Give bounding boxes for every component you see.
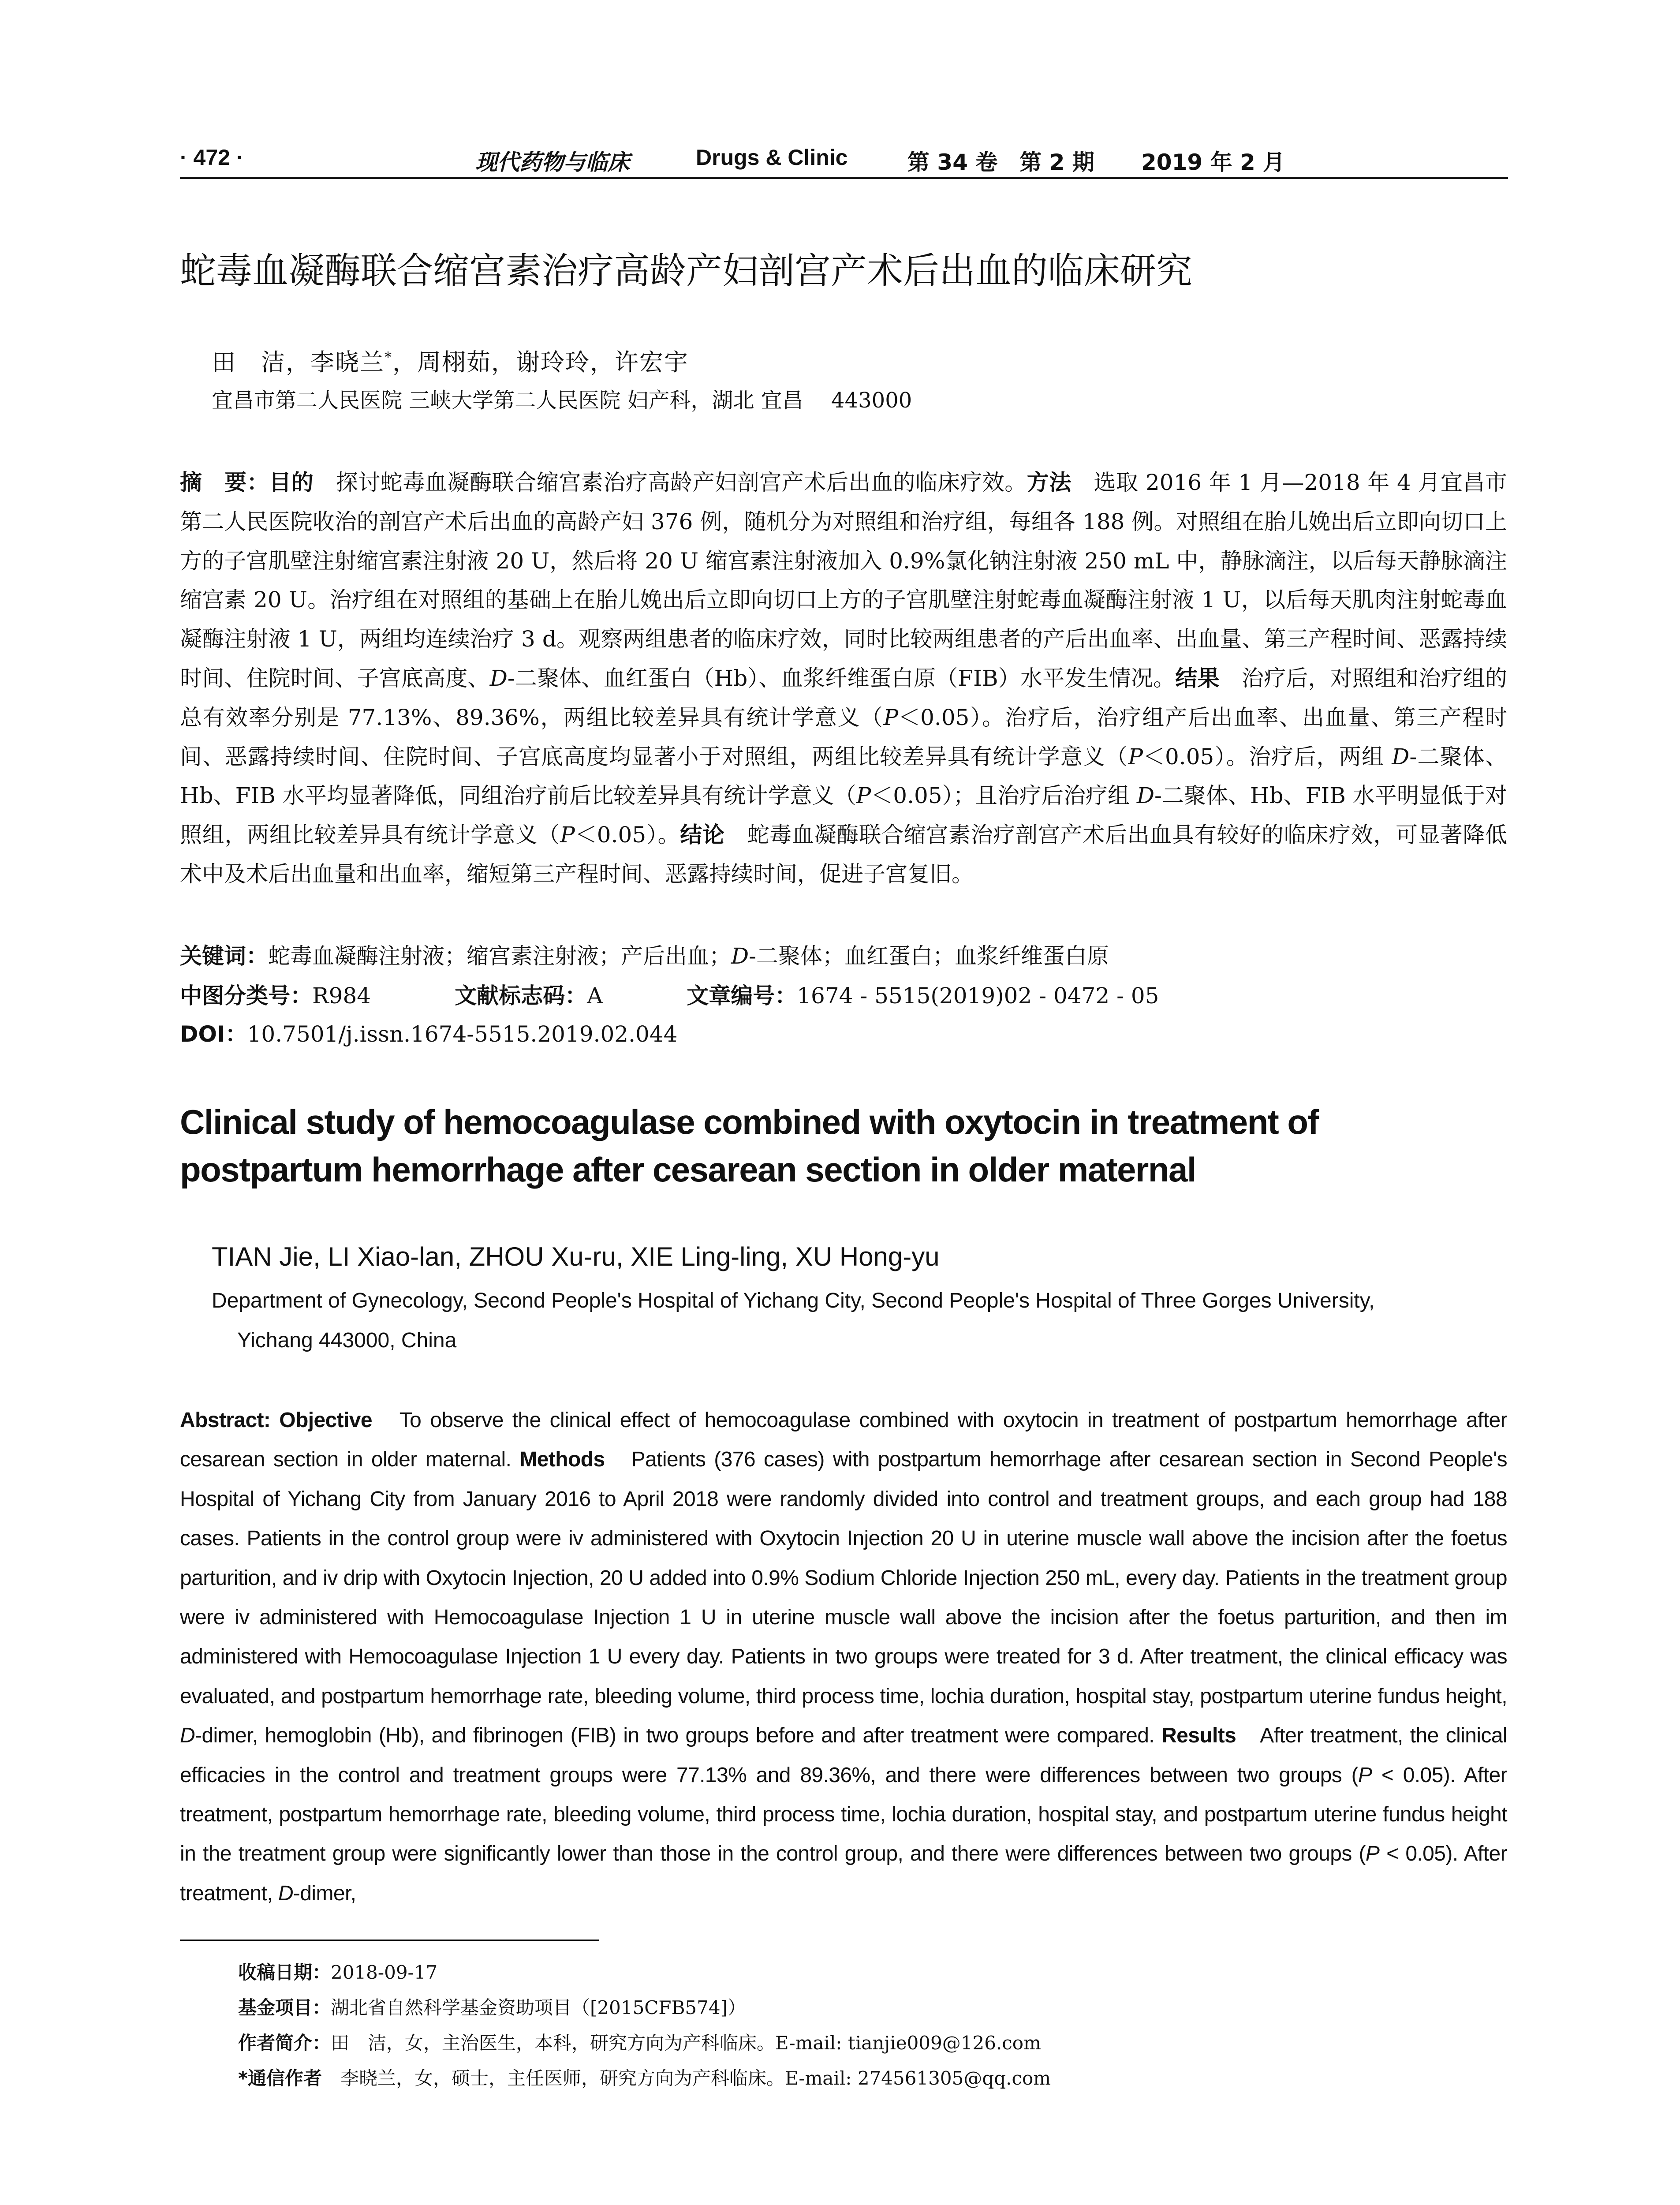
doi-value[interactable]: 10.7501/j.issn.1674-5515.2019.02.044 <box>247 1021 678 1047</box>
p-italic: P <box>856 783 871 809</box>
abstract-label-en: Abstract: Objective <box>180 1409 372 1432</box>
methods-text-en: Patients (376 cases) with postpartum hemorrhage after cesarean section in Second People's Hospital of Yichang City from January 2016 to April 2018 were randomly divided into control and treatment groups, and each group had 188 cases. Patients in the control group were iv administered with Oxytocin Injection 20 U in uterine muscle wall above the incision after the foetus parturition, and iv drip with Oxytocin Injection, 20 U added into 0.9% Sodium Chloride Injection 250 mL, every day. Patients in the treatment group were iv administered with Hemocoagulase Injection 1 U in uterine muscle wall above the incision after the foetus parturition, and then im administered with Hemocoagulase Injection 1 U every day. Patients in two groups were treated for 3 d. After treatment, the clinical efficacy was evaluated, and postpartum hemorrhage rate, bleeding volume, third process time, lochia duration, hospital stay, postpartum uterine fundus height, <box>180 1448 1507 1708</box>
bio-value: 田 洁，女，主治医生，本科，研究方向为产科临床。E-mail: tianjie009@126.com <box>331 2032 1041 2054</box>
methods-text-en-2: -dimer, hemoglobin (Hb), and fibrinogen (FIB) in two groups before and after treatment were compared. <box>195 1724 1162 1748</box>
received-value: 2018-09-17 <box>331 1962 438 1983</box>
article-title-cn: 蛇毒血凝酶联合缩宫素治疗高龄产妇剖宫产术后出血的临床研究 <box>180 250 1193 292</box>
bio-label: 作者简介： <box>238 2032 331 2054</box>
results-text-en: After treatment, the clinical efficacies in the control and treatment groups were 77.13% and 89.36%, and there were differences between two groups ( <box>180 1724 1508 1787</box>
article-no-value: 1674 - 5515(2019)02 - 0472 - 05 <box>797 983 1159 1009</box>
results-label-cn: 结果 <box>1175 665 1220 691</box>
d-dimer-italic: D <box>1136 783 1154 809</box>
results-text-cn-2: ＜0.05）。治疗后，治疗组产后出血率、出血量、第三产程时间、恶露持续时间、住院时间、子宫底高度均显著小于对照组，两组比较差异具有统计学意义（ <box>180 704 1508 770</box>
objective-text-en: To observe the clinical effect of hemocoagulase combined with oxytocin in treatment of postpartum hemorrhage after cesarean section in older maternal. <box>180 1409 1508 1472</box>
corresponding-label: *通信作者 <box>238 2067 322 2089</box>
issue-date: 2019 年 2 月 <box>1141 149 1285 175</box>
objective-label-cn: 目的 <box>269 470 314 495</box>
journal-name-en: Drugs & Clinic <box>696 145 848 170</box>
methods-label-en: Methods <box>519 1448 605 1472</box>
keywords-text-cn-2: -二聚体；血红蛋白；血浆纤维蛋白原 <box>749 943 1109 969</box>
results-text-cn-3: ＜0.05）。治疗后，两组 <box>1143 744 1392 770</box>
results-text-en-4: -dimer, <box>293 1881 356 1905</box>
p-italic: P <box>1365 1842 1380 1866</box>
fund-value: 湖北省自然科学基金资助项目（[2015CFB574]） <box>331 1997 746 2018</box>
results-label-en: Results <box>1161 1724 1236 1748</box>
results-text-en-3: < 0.05). After treatment, <box>180 1842 1507 1905</box>
page-number: · 472 · <box>180 145 244 170</box>
authors-cn-part2: ，周栩茹，谢玲玲，许宏宇 <box>392 348 689 376</box>
methods-text-cn: 选取 2016 年 1 月—2018 年 4 月宜昌市第二人民医院收治的剖宫产术后出血的高龄产妇 376 例，随机分为对照组和治疗组，每组各 188 例。对照组在胎儿娩出后立即向切口上方的子宫肌壁注射缩宫素注射液 20 U，然后将 20 U 缩宫素注射液加入 0.9%氯化钠注射液 250 mL 中，静脉滴注，以后每天静脉滴注缩宫素 20 U。治疗组在对照组的基础上在胎儿娩出后立即向切口上方的子宫肌壁注射蛇毒血凝酶注射液 1 U，以后每天肌肉注射蛇毒血凝酶注射液 1 U，两组均连续治疗 3 d。观察两组患者的临床疗效，同时比较两组患者的产后出血率、出血量、第三产程时间、恶露持续时间、住院时间、子宫底高度、 <box>180 470 1507 691</box>
methods-label-cn: 方法 <box>1027 470 1071 495</box>
affiliation-en-line2: Yichang 443000, China <box>237 1329 457 1352</box>
authors-en: TIAN Jie, LI Xiao-lan, ZHOU Xu-ru, XIE Ling-ling, XU Hong-yu <box>212 1242 940 1271</box>
footnote-rule <box>180 1940 599 1941</box>
footnote-corresponding <box>238 2063 1508 2094</box>
objective-text-cn: 探讨蛇毒血凝酶联合缩宫素治疗高龄产妇剖宫产术后出血的临床疗效。 <box>314 470 1027 495</box>
keywords-label-cn: 关键词： <box>180 943 268 969</box>
doc-code-value: A <box>587 983 603 1009</box>
methods-text-cn-2: -二聚体、血红蛋白（Hb）、血浆纤维蛋白原（FIB）水平发生情况。 <box>507 665 1176 691</box>
article-title-en: Clinical study of hemocoagulase combined with oxytocin in treatment of postpartum hemorrhage after cesarean section in older maternal <box>180 1102 1319 1189</box>
footnote-bio <box>238 2028 1508 2059</box>
results-text-cn-5: ＜0.05）；且治疗后治疗组 <box>871 783 1137 809</box>
journal-name-cn: 现代药物与临床 <box>475 149 630 175</box>
keywords-cn <box>180 938 1507 974</box>
results-text-cn: 治疗后，对照组和治疗组的总有效率分别是 77.13%、89.36%，两组比较差异具有统计学意义（ <box>180 665 1508 730</box>
affiliation-cn: 宜昌市第二人民医院 三峡大学第二人民医院 妇产科，湖北 宜昌 443000 <box>212 388 912 413</box>
footnote-fund <box>238 1992 1508 2023</box>
classification-line <box>180 978 1507 1013</box>
results-text-en-2: < 0.05). After treatment, postpartum hemorrhage rate, bleeding volume, third process time, lochia duration, hospital stay, and postpartum uterine fundus height in the treatment group were significantly lower than those in the control group, and there were differences between two groups ( <box>180 1763 1507 1866</box>
abstract-label-cn: 摘 要： <box>180 470 269 495</box>
conclusion-label-cn: 结论 <box>680 822 725 848</box>
d-dimer-italic: D <box>489 665 508 691</box>
footnote-received <box>238 1957 1508 1988</box>
abstract-cn <box>180 463 1507 894</box>
received-label: 收稿日期： <box>238 1962 331 1983</box>
volume-issue: 第 34 卷 第 2 期 <box>907 149 1094 175</box>
affiliation-en-line1: Department of Gynecology, Second People's Hospital of Yichang City, Second People's Hospital of Three Gorges University, <box>212 1289 1375 1312</box>
fund-label: 基金项目： <box>238 1997 331 2018</box>
p-italic: P <box>560 822 575 848</box>
affiliation-en <box>212 1281 1508 1360</box>
corresponding-mark: * <box>385 349 392 366</box>
abstract-en <box>180 1401 1507 1913</box>
doi-line <box>180 1017 1507 1052</box>
results-text-cn-6: -二聚体、Hb、FIB 水平明显低于对照组，两组比较差异具有统计学意义（ <box>180 783 1507 848</box>
authors-cn <box>212 340 1490 380</box>
results-text-cn-4: -二聚体、Hb、FIB 水平均显著降低，同组治疗前后比较差异具有统计学意义（ <box>180 744 1508 809</box>
keywords-text-cn: 蛇毒血凝酶注射液；缩宫素注射液；产后出血； <box>268 943 731 969</box>
clc-value: R984 <box>312 983 371 1009</box>
d-dimer-italic: D <box>180 1724 195 1748</box>
clc-label: 中图分类号： <box>180 983 312 1009</box>
authors-cn-part1: 田 洁，李晓兰 <box>212 348 385 376</box>
p-italic: P <box>883 704 899 730</box>
p-italic: P <box>1358 1763 1372 1787</box>
d-dimer-italic: D <box>278 1881 293 1905</box>
d-dimer-italic: D <box>1392 744 1410 770</box>
article-no-label: 文章编号： <box>687 983 797 1009</box>
results-text-cn-7: ＜0.05）。 <box>575 822 680 848</box>
d-dimer-italic: D <box>731 943 749 969</box>
p-italic: P <box>1128 744 1143 770</box>
header-rule <box>180 177 1508 179</box>
running-header <box>180 140 1507 180</box>
conclusion-text-cn: 蛇毒血凝酶联合缩宫素治疗剖宫产术后出血具有较好的临床疗效，可显著降低术中及术后出血量和出血率，缩短第三产程时间、恶露持续时间，促进子宫复旧。 <box>180 822 1508 887</box>
doi-label: DOI： <box>180 1021 247 1047</box>
corresponding-value: 李晓兰，女，硕士，主任医师，研究方向为产科临床。E-mail: 274561305@qq.com <box>321 2067 1051 2089</box>
doc-code-label: 文献标志码： <box>455 983 587 1009</box>
